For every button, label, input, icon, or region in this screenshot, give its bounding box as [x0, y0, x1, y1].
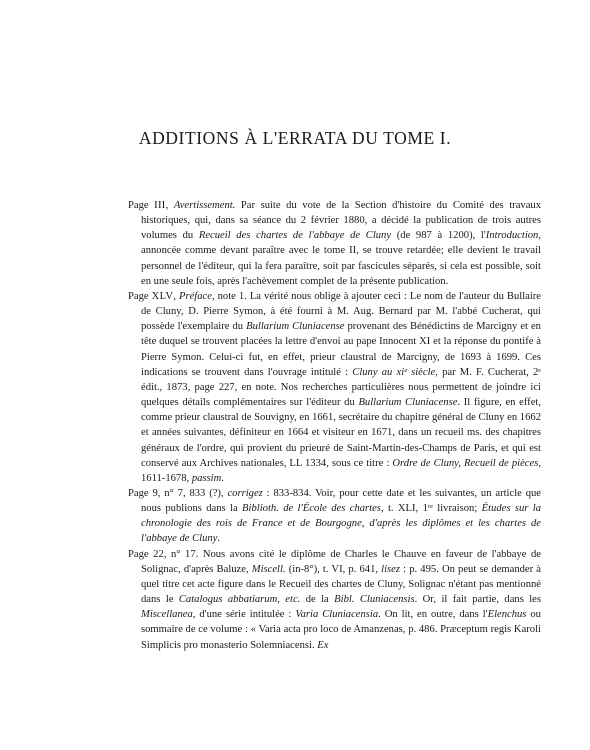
text-run: : 833-834. Voir, pour cette date et les suivantes, un article que nous publions dans la	[141, 487, 541, 515]
italic-text-run: lisez	[381, 563, 400, 575]
errata-entry	[128, 486, 541, 547]
errata-entry	[128, 289, 541, 486]
text-run: Page 22, n° 17. Nous avons cité le diplôme de Charles le Chauve en faveur de l'abbaye de Solignac, d'après Baluze,	[128, 548, 541, 575]
italic-text-run: Préface	[179, 290, 212, 302]
italic-text-run: Bullarium Cluniacense	[246, 321, 345, 333]
italic-text-run: Varia Cluniacensia	[295, 609, 379, 621]
text-run: . Il figure, en effet, comme prieur claustral de Souvigny, en 1661, secrétaire du chapitre général de Cluny en 1662 et années suivantes, définiteur en 1664 et visiteur en 1671, dans un recueil ms. des chapitres généraux de l'ordre, qui provient du prieuré de Saint-Martin-des-Champs de Paris, et qui est conservé aux Archives nationales, LL 1334, sous ce titre :	[141, 397, 541, 469]
text-run: Page	[128, 200, 155, 211]
italic-text-run: Ex	[317, 639, 329, 651]
italic-text-run: Ordre de Cluny, Recueil de pièces	[392, 457, 539, 469]
text-run: Par suite du vote de la Section d'histoire du Comité des travaux historiques, qui, dans sa séance du 2 février 1880, a décidé la publication de trois autres volumes du	[141, 200, 541, 242]
text-run: , annoncée comme devant paraître avec le tome II, se trouve retardée; elle devient le travail personnel de l'éditeur, qui la fera paraître, soit par fascicules séparés, si cela est possible, soit en une seule fois, après l'achèvement complet de la présente publication.	[141, 230, 542, 287]
text-run: , par M. F. Cucherat, 2ᵉ édit., 1873, page 227, en note. Nos recherches particulières nous permettent de joindre ici quelques détails complémentaires sur l'éditeur du	[141, 366, 541, 409]
text-run: ,	[165, 200, 174, 211]
italic-text-run: corrigez	[227, 487, 263, 499]
text-run: III	[154, 200, 166, 211]
italic-text-run: Bullarium Cluniacense	[358, 397, 458, 409]
text-run: . On lit, en outre, dans l'	[378, 609, 488, 621]
text-run: .	[221, 472, 224, 484]
text-run: , d'une série intitulée :	[192, 609, 296, 621]
italic-text-run: Introduction	[485, 230, 539, 242]
text-run: de la	[300, 594, 335, 606]
italic-text-run: Études sur la chronologie des rois de France et de Bourgogne, d'après les diplômes et les chartes de l'abbaye de Cluny	[141, 503, 541, 545]
text-run: . Or, il fait partie, dans les	[414, 594, 541, 606]
italic-text-run: Catalogus abbatiarum, etc.	[178, 594, 301, 606]
text-run: XLV	[151, 290, 174, 302]
text-run: Page	[128, 290, 152, 302]
text-run: , note 1. La vérité nous oblige à ajouter ceci : Le nom de l'auteur du Bullaire de Cluny, D. Pierre Symon, à été fourni à M. Aug. Bernard par M. l'abbé Cucherat, qui possède l'exemplaire du	[141, 290, 542, 333]
errata-list	[128, 198, 541, 653]
page-title: ADDITIONS À L'ERRATA DU TOME I.	[138, 128, 452, 148]
italic-text-run: Miscellanea	[141, 609, 193, 621]
text-run: (de 987 à 1200), l'	[391, 230, 486, 242]
text-run: , 1611-1678,	[141, 457, 541, 484]
italic-text-run: Biblioth. de l'École des chartes	[242, 503, 381, 515]
text-run: provenant des Bénédictins de Marcigny et en tête duquel se trouvent placées la lettre d'envoi au pape Innocent XI et la réponse du pontife à Pierre Symon. Celui-ci fut, en effet, prieur claustral de Marcigny, de 1693 à 1699. Ces indications se trouvent dans l'ouvrage intitulé :	[141, 321, 541, 378]
text-run: .	[217, 533, 221, 545]
text-run: Page 9, n° 7, 833 (?),	[128, 487, 228, 499]
italic-text-run: Recueil des chartes de l'abbaye de Cluny	[198, 230, 392, 242]
italic-text-run: Avertissement.	[173, 200, 236, 211]
text-run: (in-8°), t. VI, p. 641,	[285, 563, 382, 575]
italic-text-run: Elenchus	[487, 609, 527, 621]
text-run: : p. 495. On peut se demander à quel titre cet acte figure dans le Recueil des chartes de Cluny, Solignac n'étant pas mentionné dans le	[141, 563, 542, 606]
italic-text-run: passim	[191, 472, 222, 484]
italic-text-run: Miscell.	[251, 563, 286, 575]
text-run: , t. XLI, 1ʳᵉ livraison;	[380, 503, 482, 515]
errata-entry	[128, 547, 541, 653]
text-run: ,	[173, 290, 179, 302]
italic-text-run: Bibl. Cluniacensis	[334, 594, 415, 606]
errata-entry	[128, 198, 541, 289]
italic-text-run: Cluny au xiᵉ siècle	[352, 366, 436, 378]
text-run: ou sommaire de ce volume : « Varia acta pro loco de Amanzenas, p. 486. Præceptum regis Karoli Simplicis pro monasterio Solemniacensi.	[141, 609, 541, 651]
